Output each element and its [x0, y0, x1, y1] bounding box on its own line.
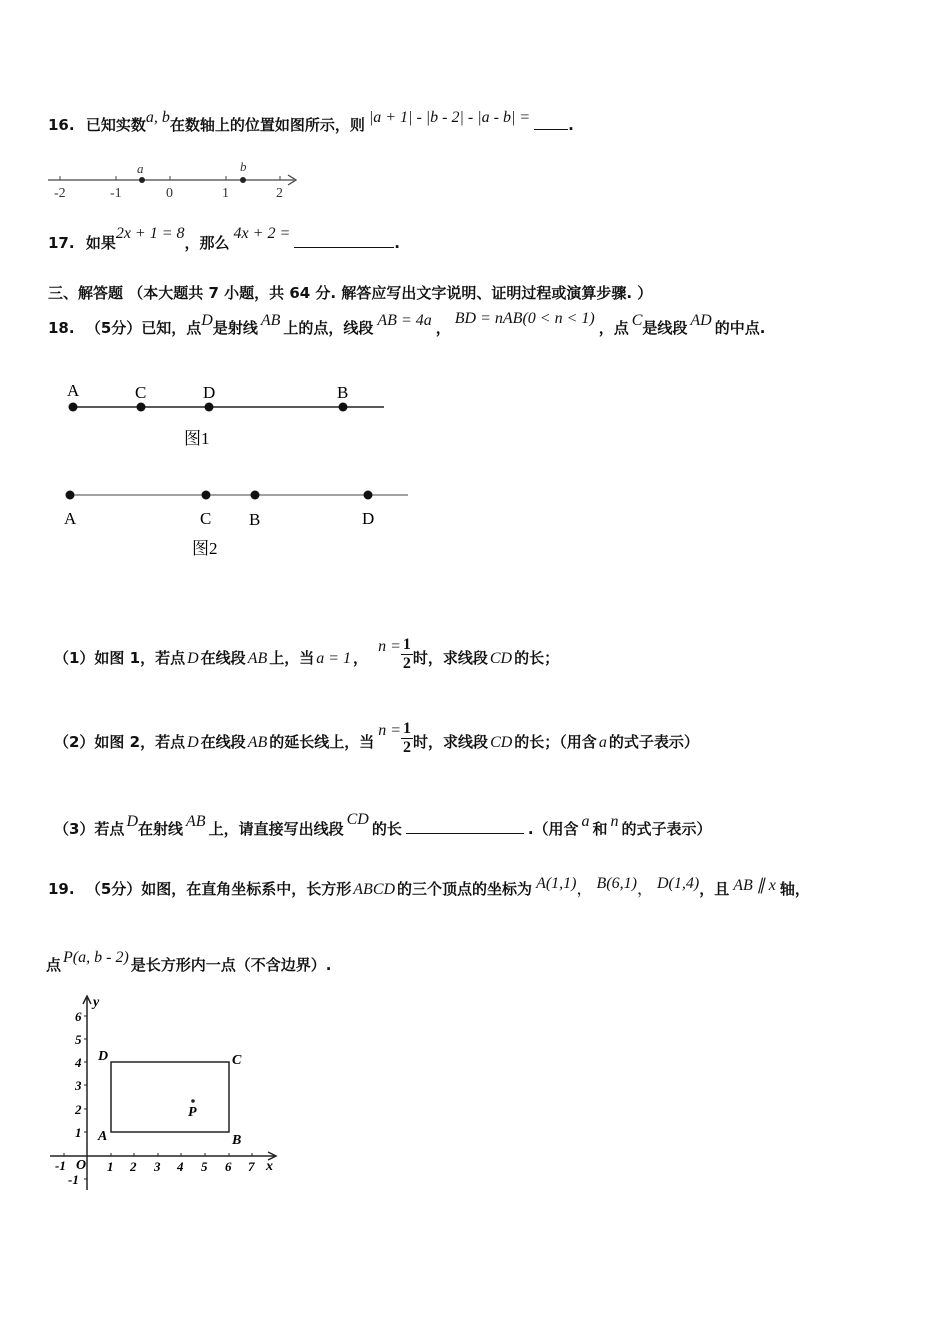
- q18-3-text: 上，请直接写出线段: [208, 820, 344, 838]
- fig1-label-D: D: [203, 383, 216, 402]
- math-a-eq: a = 1: [316, 650, 352, 667]
- math-AB: AB: [260, 312, 281, 329]
- point-a: [139, 177, 145, 183]
- math-D: D: [187, 734, 199, 751]
- fig2-caption: 图2: [192, 539, 218, 558]
- fig2-point-B: [251, 491, 260, 500]
- q18-3-text: .（用含: [527, 820, 579, 838]
- q18-number: 18.: [48, 319, 75, 337]
- question-18-part-1: [54, 636, 560, 677]
- x-tick-label: 1: [107, 1159, 114, 1174]
- fig1-point-B: [339, 403, 348, 412]
- vertex-C-label: C: [232, 1053, 242, 1068]
- point-b: [240, 177, 246, 183]
- question-19-line-2: [46, 949, 332, 975]
- math-a: a: [598, 734, 607, 751]
- vertex-A-label: A: [98, 1129, 108, 1144]
- q18-1-text: ，: [353, 649, 369, 667]
- q18-3-text: 在射线: [138, 820, 184, 838]
- math-AB: AB: [247, 650, 268, 667]
- q19-text: 是长方形内一点（不含边界）.: [130, 956, 332, 974]
- q17-equation: 2x + 1 = 8: [115, 225, 185, 242]
- q17-text-2: ，那么: [184, 234, 230, 252]
- fig2-label-C: C: [200, 509, 212, 528]
- fig1-label-B: B: [337, 383, 349, 402]
- q19-text: （5分）如图，在直角坐标系中，长方形: [85, 880, 352, 898]
- math-AD: AD: [690, 312, 712, 329]
- q19-text: ，且: [699, 880, 730, 898]
- math-CD: CD: [490, 734, 513, 751]
- math-D: D: [187, 650, 199, 667]
- fig1-label-C: C: [135, 383, 147, 402]
- question-18-part-2: [54, 720, 699, 761]
- question-17: [48, 225, 400, 253]
- x-axis-label: x: [266, 1159, 273, 1174]
- q16-answer-blank[interactable]: [534, 115, 568, 130]
- fig2-label-D: D: [362, 509, 375, 528]
- x-tick-label: 3: [154, 1159, 161, 1174]
- tick-label: -2: [54, 186, 66, 201]
- math-AB: AB: [247, 734, 268, 751]
- q18-3-text: 的长: [371, 820, 402, 838]
- y-tick-label: 3: [75, 1078, 82, 1093]
- figure-2: [58, 482, 418, 560]
- tick-label: 2: [276, 186, 283, 201]
- q18-score: （5分）已知，点: [85, 319, 202, 337]
- q19-number: 19.: [48, 880, 75, 898]
- q17-end: .: [394, 234, 400, 252]
- q18-text: 是射线: [212, 319, 258, 337]
- fig2-label-B: B: [249, 510, 261, 529]
- q19-text: 的三个顶点的坐标为: [397, 880, 533, 898]
- vertex-B-label: B: [232, 1133, 242, 1148]
- y-tick-label: 4: [75, 1055, 82, 1070]
- y-axis-label: y: [93, 995, 100, 1010]
- x-tick-label: 5: [201, 1159, 208, 1174]
- y-tick-label: 2: [75, 1102, 82, 1117]
- q18-2-text: 时，求线段: [413, 733, 489, 751]
- q18-1-text: 时，求线段: [412, 649, 488, 667]
- fraction-numerator: 1: [402, 636, 411, 653]
- point-a-label: a: [137, 161, 144, 176]
- q18-text: ，点: [598, 319, 629, 337]
- tick-label: 0: [166, 186, 173, 201]
- question-16: [48, 109, 574, 135]
- q18-text: 是线段: [642, 319, 688, 337]
- q16-number: 16.: [48, 116, 75, 134]
- fig1-point-D: [205, 403, 214, 412]
- math-n-eq: n =: [378, 638, 401, 655]
- fig1-caption: 图1: [184, 429, 210, 448]
- math-AB: AB: [186, 813, 206, 830]
- fig1-label-A: A: [67, 381, 80, 400]
- q18-1-text: 在线段: [200, 649, 246, 667]
- fraction-numerator: 1: [403, 720, 412, 737]
- q17-text-1: 如果: [85, 234, 116, 252]
- section-3-title: 三、解答题 （本大题共 7 小题，共 64 分. 解答应写出文字说明、证明过程或演算步骤. ）: [48, 284, 653, 302]
- fraction-one-half: [401, 720, 413, 757]
- fig2-point-A: [66, 491, 75, 500]
- q18-text: 上的点，线段: [283, 319, 374, 337]
- fraction-denominator: 2: [402, 655, 411, 672]
- q16-expression: |a + 1| - |b - 2| - |a - b| =: [368, 109, 531, 126]
- q18-3-text: （3）若点: [54, 820, 125, 838]
- point-b-label: b: [240, 159, 247, 174]
- number-line-figure: [40, 158, 310, 202]
- math-ABCD: ABCD: [353, 881, 396, 898]
- math-D: D: [201, 312, 213, 329]
- question-18-part-3: [54, 811, 712, 839]
- q18-2-text: 在线段: [200, 733, 246, 751]
- x-tick-label: 2: [130, 1159, 137, 1174]
- q19-text: 点: [46, 956, 62, 974]
- question-19: 19. （5分）如图，在直角坐标系中，长方形 ABCD 的三个顶点的坐标为 A(1,1)， B(6,1)， D(1,4)，且 AB ∥ x 轴，: [48, 875, 810, 898]
- point-P-label: P: [188, 1105, 197, 1120]
- x-tick-label: -1: [55, 1158, 66, 1173]
- q18-text: 的中点.: [714, 319, 766, 337]
- math-parallel: AB ∥ x: [733, 877, 776, 894]
- q18-1-text: （1）如图 1，若点: [54, 649, 186, 667]
- coordinate-graph: [40, 992, 290, 1192]
- math-D: D: [126, 813, 138, 830]
- fraction-one-half: [401, 636, 413, 673]
- q17-answer-blank[interactable]: [294, 233, 394, 248]
- q18-2-text: 的式子表示）: [608, 733, 699, 751]
- y-tick-label: -1: [68, 1172, 79, 1187]
- math-a: a: [581, 813, 590, 830]
- q18-comma: ，: [435, 319, 451, 337]
- q18-2-text: 的长；（用含: [514, 733, 597, 751]
- tick-label: 1: [222, 186, 229, 201]
- fig2-point-C: [202, 491, 211, 500]
- q17-number: 17.: [48, 234, 75, 252]
- q18-3-answer-blank[interactable]: [406, 819, 524, 834]
- q17-expression: 4x + 2 =: [233, 225, 291, 242]
- y-tick-label: 5: [75, 1032, 82, 1047]
- x-tick-label: 6: [225, 1159, 232, 1174]
- y-tick-label: 6: [75, 1009, 82, 1024]
- math-n-eq: n =: [378, 722, 402, 739]
- math-point-P: P(a, b - 2): [63, 949, 129, 966]
- fig1-point-A: [69, 403, 78, 412]
- fig2-point-D: [364, 491, 373, 500]
- figure-1: [58, 378, 398, 453]
- fraction-denominator: 2: [403, 739, 412, 756]
- math-C: C: [631, 312, 643, 329]
- x-tick-label: 7: [248, 1159, 255, 1174]
- q18-1-text: 上，当: [269, 649, 315, 667]
- math-point-A: A(1,1): [536, 875, 577, 892]
- vertex-D-label: D: [98, 1049, 109, 1064]
- tick-label: -1: [110, 186, 122, 201]
- math-CD: CD: [346, 811, 369, 828]
- math-point-B: B(6,1): [596, 875, 637, 892]
- fig1-point-C: [137, 403, 146, 412]
- math-n: n: [610, 813, 619, 830]
- q16-text-1: 已知实数: [85, 116, 146, 134]
- q18-2-text: （2）如图 2，若点: [54, 733, 186, 751]
- math-CD: CD: [489, 650, 513, 667]
- q18-2-text: 的延长线上，当: [269, 733, 375, 751]
- q16-vars: a, b: [145, 109, 170, 126]
- point-P: [191, 1099, 195, 1103]
- math-eq1: AB = 4a: [377, 312, 432, 329]
- math-eq2: BD = nAB(0 < n < 1): [454, 310, 595, 327]
- fig2-label-A: A: [64, 509, 77, 528]
- q16-text-2: 在数轴上的位置如图所示，则: [169, 116, 365, 134]
- rectangle-ABCD: [111, 1062, 229, 1132]
- q19-text: 轴，: [779, 880, 810, 898]
- q18-1-text: 的长；: [514, 649, 560, 667]
- math-point-D: D(1,4): [656, 875, 700, 892]
- x-tick-label: 4: [177, 1159, 184, 1174]
- question-18: [48, 310, 766, 338]
- q18-3-text: 和: [592, 820, 608, 838]
- origin-label: O: [76, 1158, 87, 1173]
- q16-end: .: [568, 116, 574, 134]
- q18-3-text: 的式子表示）: [621, 820, 712, 838]
- y-tick-label: 1: [75, 1125, 82, 1140]
